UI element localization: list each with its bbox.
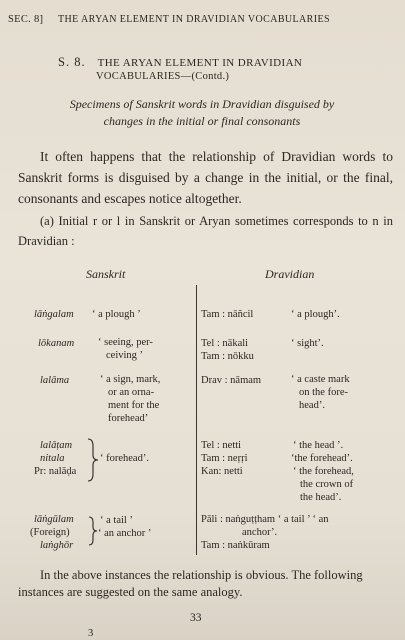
dravidian-word [201,309,253,322]
paragraph-intro: It often happens that the relationship of Dravidian words to Sanskrit forms is disguised by a change in the initial, or the final, consonants and escapes notice altogether. [18,149,393,206]
dravidian-meaning: ‘ sight’. [291,338,324,349]
right-brace-icon [88,516,98,546]
dravidian-meaning-line: the crown of [300,479,354,490]
dravidian-word: Kan: netti [201,466,243,477]
sanskrit-meaning-line: ‘ a tail ’ [100,515,133,526]
sanskrit-meaning: ‘ a plough ’ [92,309,141,320]
sanskrit-word: lalāṭam [40,440,73,451]
sanskrit-word: lāṅgūlam [34,514,74,525]
dravidian-meaning-line: ‘the forehead’. [291,453,353,464]
sanskrit-word-origin: (Foreign) [30,527,70,538]
sanskrit-meaning-line: ‘ a sign, mark, [100,374,161,385]
column-divider [196,285,197,555]
sanskrit-meaning-line: or an orna- [108,387,155,398]
dravidian-meaning-line: on the fore- [299,387,348,398]
dravidian-word: Tel : netti [201,440,242,451]
column-header-sanskrit: Sanskrit [86,267,126,281]
running-header [8,14,330,25]
dravidian-meaning: ‘ a plough’. [291,309,340,320]
dravidian-word: Tam : neṛṛi [201,453,248,464]
sanskrit-meaning-line: forehead’ [108,413,149,424]
sanskrit-meaning-line: ceiving ’ [106,350,144,361]
sanskrit-meaning-line: ‘ seeing, per- [98,337,153,348]
section-title-line2: VOCABULARIES—(Contd.) [96,71,230,82]
sanskrit-word: lalāma [40,375,70,386]
section-label: SEC. 8] [8,14,44,25]
dravidian-word: Pāli : naṅguṭṭham ‘ a tail ’ ‘ an [201,514,329,525]
page-number: 33 [190,612,202,624]
dravidian-meaning-line: head’. [299,400,325,411]
paragraph-conclusion: In the above instances the relationship is obvious. The following instances are suggested on the same analogy. [18,568,363,599]
sanskrit-word: laṅghōr [40,540,74,551]
sanskrit-word: lāṅgalam [34,309,74,320]
paragraph-rule-a: (a) Initial r or l in Sanskrit or Aryan sometimes corresponds to n in Dravidian : [18,214,393,248]
section-title-line1: THE ARYAN ELEMENT IN DRAVIDIAN [97,57,303,69]
right-brace-icon [87,438,99,482]
running-title: THE ARYAN ELEMENT IN DRAVIDIAN VOCABULARIES [58,14,330,25]
dravidian-word: Drav : nāmam [201,375,262,386]
sanskrit-word-prakrit: Pr: nalāḍa [34,466,77,477]
section-number: S. 8. [58,55,86,69]
sanskrit-meaning-line: ‘ an anchor ’ [98,528,152,539]
dravidian-word-text: Tam : nāñcil [201,309,254,320]
subtitle: Specimens of Sanskrit words in Dravidian disguised by changes in the initial or final consonants [69,97,335,128]
column-header-dravidian: Dravidian [265,267,315,281]
section-heading [58,55,302,70]
dravidian-meaning-line: ‘ a caste mark [291,374,350,385]
dravidian-meaning-line: ‘ the forehead, [293,466,354,477]
dravidian-word: Tel : nākali [201,338,249,349]
dravidian-word: Tam : naṅkūram [201,540,270,551]
dravidian-word: Tam : nōkku [201,351,254,362]
sanskrit-meaning: ‘ forehead’. [100,453,149,464]
sanskrit-word: nitala [40,453,65,464]
sanskrit-meaning-line: ment for the [108,400,160,411]
sanskrit-word: lōkanam [38,338,75,349]
dravidian-meaning-line: the head’. [300,492,342,503]
dravidian-meaning-line: anchor’. [242,527,278,538]
dravidian-meaning-line: ‘ the head ’. [293,440,344,451]
signature-mark: 3 [88,628,94,639]
